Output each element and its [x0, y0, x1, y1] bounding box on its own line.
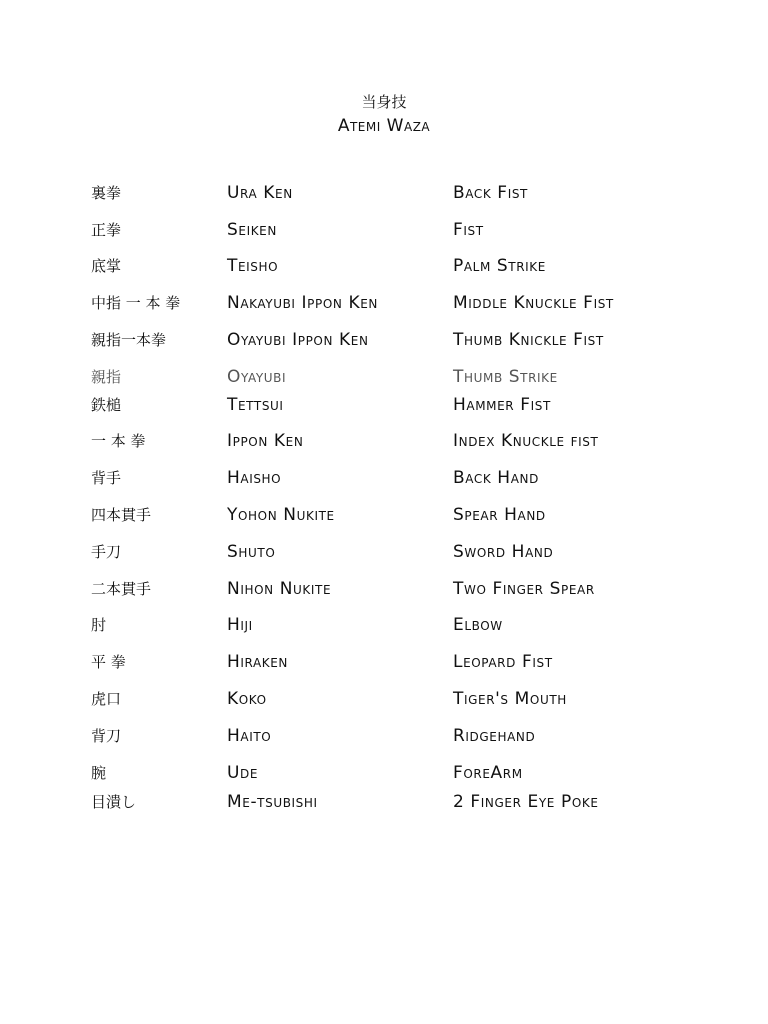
japanese-term: 虎口: [91, 690, 122, 708]
romaji-term: Teisho: [227, 256, 279, 276]
technique-row: [0, 614, 768, 636]
english-term: Ridgehand: [453, 726, 536, 746]
technique-row: [0, 467, 768, 489]
english-term: Back Fist: [453, 183, 528, 203]
english-term: Thumb Knickle Fist: [453, 330, 604, 350]
romaji-term: Koko: [227, 689, 267, 709]
romaji-term: Yohon Nukite: [227, 505, 335, 525]
technique-row: [0, 394, 768, 416]
japanese-term: 平 拳: [91, 653, 126, 671]
japanese-term: 肘: [91, 616, 107, 634]
technique-row: [0, 688, 768, 710]
english-term: Thumb Strike: [453, 367, 558, 387]
romaji-term: Ippon Ken: [227, 431, 304, 451]
japanese-term: 手刀: [91, 543, 122, 561]
romaji-term: Nakayubi Ippon Ken: [227, 293, 378, 313]
japanese-term: 中指 一 本 拳: [91, 294, 181, 312]
technique-row: [0, 182, 768, 204]
romaji-term: Shuto: [227, 542, 276, 562]
title-romaji: Atemi Waza: [337, 116, 431, 136]
english-term: ForeArm: [453, 763, 523, 783]
technique-row: [0, 578, 768, 600]
technique-row: [0, 651, 768, 673]
english-term: Index Knuckle fist: [453, 431, 599, 451]
romaji-term: Hiraken: [227, 652, 289, 672]
technique-row: [0, 292, 768, 314]
english-term: Elbow: [453, 615, 503, 635]
romaji-term: Oyayubi Ippon Ken: [227, 330, 369, 350]
romaji-term: Ura Ken: [227, 183, 293, 203]
japanese-term: 鉄槌: [91, 396, 122, 414]
romaji-term: Seiken: [227, 220, 277, 240]
english-term: Spear Hand: [453, 505, 546, 525]
japanese-term: 一 本 拳: [91, 432, 146, 450]
technique-row: [0, 366, 768, 388]
technique-row: [0, 504, 768, 526]
technique-row: [0, 791, 768, 813]
japanese-term: 裏拳: [91, 184, 122, 202]
english-term: Sword Hand: [453, 542, 554, 562]
technique-row: [0, 541, 768, 563]
romaji-term: Haisho: [227, 468, 282, 488]
english-term: 2 Finger Eye Poke: [453, 792, 599, 812]
english-term: Fist: [453, 220, 484, 240]
japanese-term: 親指: [91, 368, 122, 386]
romaji-term: Haito: [227, 726, 272, 746]
technique-row: [0, 219, 768, 241]
technique-row: [0, 329, 768, 351]
english-term: Palm Strike: [453, 256, 546, 276]
english-term: Hammer Fist: [453, 395, 551, 415]
romaji-term: Tettsui: [227, 395, 284, 415]
japanese-term: 二本貫手: [91, 580, 152, 598]
romaji-term: Nihon Nukite: [227, 579, 332, 599]
japanese-term: 底掌: [91, 257, 122, 275]
english-term: Middle Knuckle Fist: [453, 293, 614, 313]
technique-row: [0, 762, 768, 784]
technique-row: [0, 430, 768, 452]
title-japanese: 当身技: [361, 93, 407, 111]
japanese-term: 腕: [91, 764, 107, 782]
romaji-term: Oyayubi: [227, 367, 287, 387]
japanese-term: 親指一本拳: [91, 331, 167, 349]
japanese-term: 背刀: [91, 727, 122, 745]
japanese-term: 四本貫手: [91, 506, 152, 524]
japanese-term: 正拳: [91, 221, 122, 239]
japanese-term: 背手: [91, 469, 122, 487]
technique-row: [0, 255, 768, 277]
english-term: Leopard Fist: [453, 652, 553, 672]
romaji-term: Ude: [227, 763, 259, 783]
romaji-term: Me-tsubishi: [227, 792, 318, 812]
english-term: Back Hand: [453, 468, 539, 488]
japanese-term: 目潰し: [91, 793, 137, 811]
technique-row: [0, 725, 768, 747]
english-term: Two Finger Spear: [453, 579, 595, 599]
romaji-term: Hiji: [227, 615, 253, 635]
english-term: Tiger's Mouth: [453, 689, 567, 709]
